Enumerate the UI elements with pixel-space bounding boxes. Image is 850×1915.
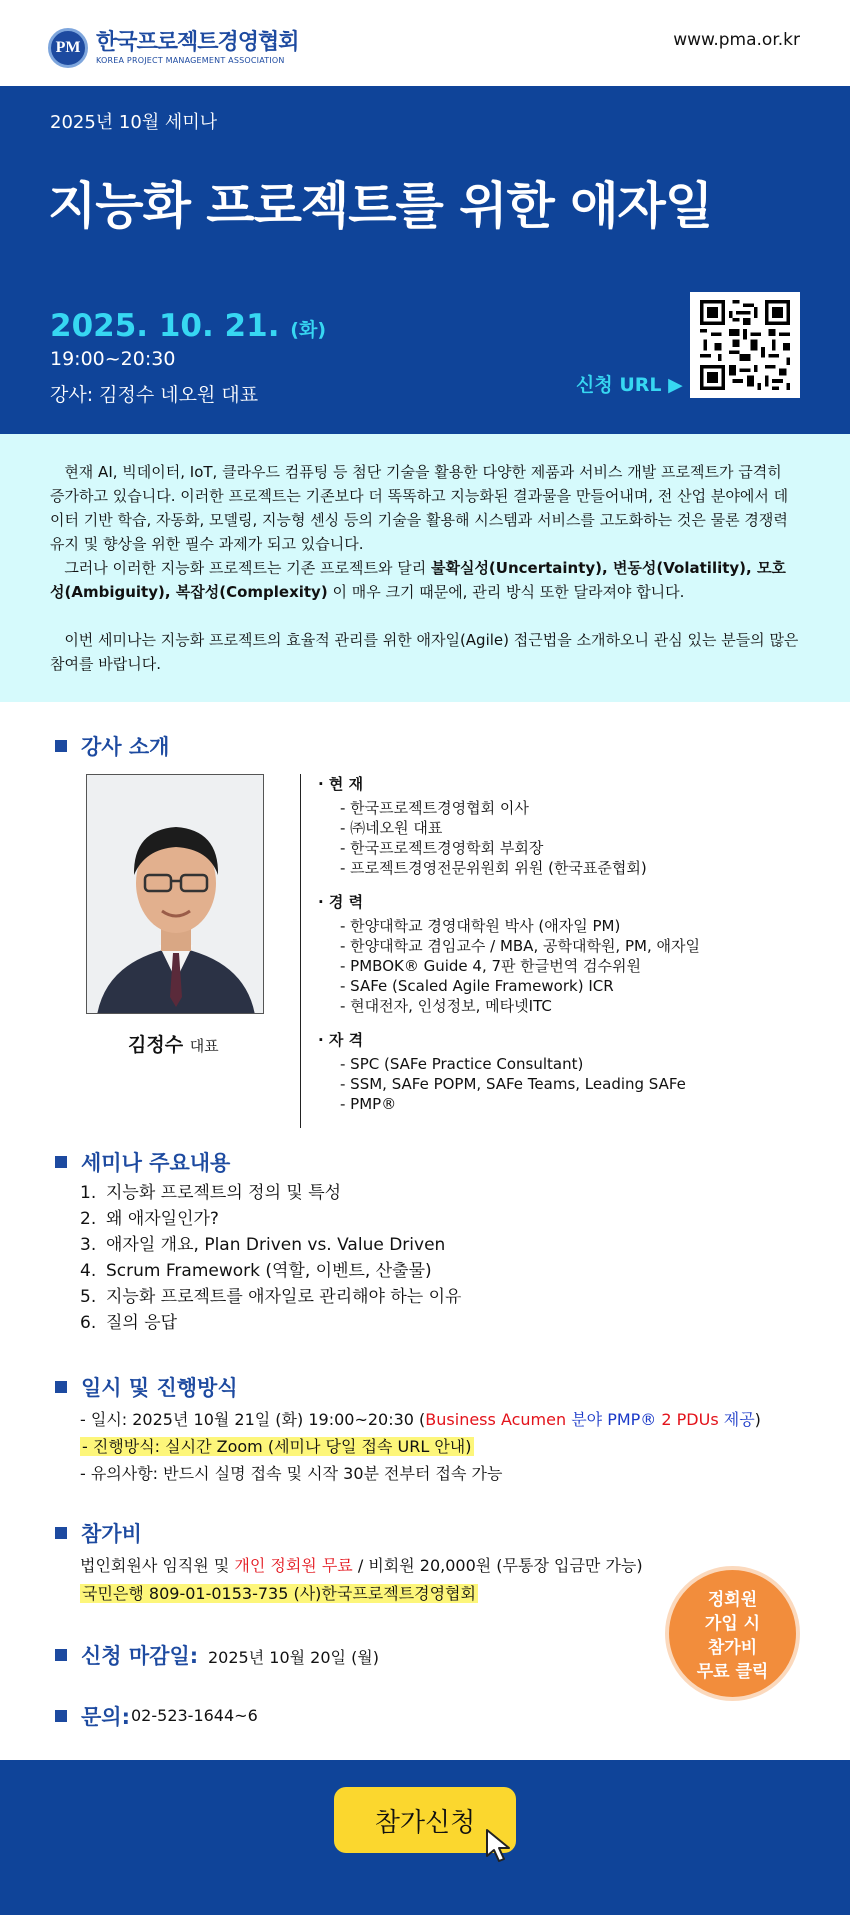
square-bullet-icon xyxy=(55,1156,67,1168)
schedule-notice-line: - 유의사항: 반드시 실명 접속 및 시작 30분 전부터 접속 가능 xyxy=(80,1464,503,1483)
list-item: 5. 지능화 프로젝트를 애자일로 관리해야 하는 이유 xyxy=(80,1287,462,1307)
contact-section-heading: 문의: xyxy=(55,1701,130,1731)
list-item: - 한국프로젝트경영협회 이사 xyxy=(340,799,529,817)
schedule-date-line: - 일시: 2025년 10월 21일 (화) 19:00~20:30 (Business Acumen 분야 PMP® 2 PDUs 제공) xyxy=(80,1410,761,1429)
speaker-name: 김정수 대표 xyxy=(128,1034,219,1056)
list-item: - 현대전자, 인성정보, 메타넷ITC xyxy=(340,997,552,1015)
hero-banner xyxy=(0,86,850,434)
apply-url-label: 신청 URL ▶ xyxy=(576,374,683,396)
deadline-value: 2025년 10월 20일 (월) xyxy=(208,1648,380,1667)
fee-details xyxy=(80,1552,643,1608)
seminar-title: 지능화 프로젝트를 위한 애자일 xyxy=(48,177,713,235)
fee-line: 법인회원사 임직원 및 개인 정회원 무료 / 비회원 20,000원 (무통장 입금만 가능) xyxy=(80,1556,643,1575)
profile-cert-label: · 자 격 xyxy=(318,1031,364,1049)
profile-current-label: · 현 재 xyxy=(318,775,364,793)
list-item: 2. 왜 애자일인가? xyxy=(80,1209,219,1229)
list-item: - ㈜네오원 대표 xyxy=(340,819,443,837)
profile-divider xyxy=(300,774,301,1128)
intro-paragraph-2: 그러나 이러한 지능화 프로젝트는 기존 프로젝트와 달리 불확실성(Uncertainty), 변동성(Volatility), 모호성(Ambiguity), 복잡성(Complexity) 이 매우 크기 때문에, 관리 방식 또한 달라져야 합니다. xyxy=(50,559,786,601)
intro-paragraph-1: 현재 AI, 빅데이터, IoT, 클라우드 컴퓨팅 등 첨단 기술을 활용한 다양한 제품과 서비스 개발 프로젝트가 급격히 증가하고 있습니다. 이러한 프로젝트는 기존보다 더 똑똑하고 지능화된 결과물을 만들어내며, 전 산업 분야에서 데이터 기반 학습, 자동화, 모델링, 지능형 센싱 등의 기술을 활용해 시스템과 서비스를 고도화하는 것은 물론 경쟁력 유지 및 향상을 위한 필수 과제가 되고 있습니다. xyxy=(50,463,789,553)
logo-korean-name: 한국프로젝트경영협회 xyxy=(96,30,299,55)
deadline-section-heading: 신청 마감일: xyxy=(55,1640,198,1670)
square-bullet-icon xyxy=(55,1710,67,1722)
seminar-intro xyxy=(0,434,850,702)
seminar-date-value: 2025. 10. 21. xyxy=(50,308,280,344)
list-item: 3. 애자일 개요, Plan Driven vs. Value Driven xyxy=(80,1235,446,1255)
schedule-method-line: - 진행방식: 실시간 Zoom (세미나 당일 접속 URL 안내) xyxy=(82,1437,472,1456)
seminar-time: 19:00~20:30 xyxy=(50,348,176,370)
logo-english-name: KOREA PROJECT MANAGEMENT ASSOCIATION xyxy=(96,56,285,65)
fee-section-heading: 참가비 xyxy=(55,1518,142,1548)
speaker-section-heading: 강사 소개 xyxy=(55,731,169,761)
seminar-speaker: 강사: 김정수 네오원 대표 xyxy=(50,384,259,406)
pma-logo-icon: PM xyxy=(48,28,88,68)
list-item: - SPC (SAFe Practice Consultant) xyxy=(340,1055,584,1073)
seminar-day-of-week: (화) xyxy=(290,319,327,341)
intro-paragraph-3: 이번 세미나는 지능화 프로젝트의 효율적 관리를 위한 애자일(Agile) 접근법을 소개하오니 관심 있는 분들의 많은 참여를 바랍니다. xyxy=(50,631,799,673)
schedule-section-heading: 일시 및 진행방식 xyxy=(55,1372,238,1402)
list-item: - 한양대학교 겸임교수 / MBA, 공학대학원, PM, 애자일 xyxy=(340,937,700,955)
page-header xyxy=(0,0,850,86)
pointer-cursor-icon xyxy=(484,1828,514,1864)
seminar-month: 2025년 10월 세미나 xyxy=(50,112,218,133)
contents-section-heading: 세미나 주요내용 xyxy=(55,1147,230,1177)
list-item: - 한양대학교 경영대학원 박사 (애자일 PM) xyxy=(340,917,621,935)
list-item: 1. 지능화 프로젝트의 정의 및 특성 xyxy=(80,1183,342,1203)
square-bullet-icon xyxy=(55,1381,67,1393)
list-item: - SAFe (Scaled Agile Framework) ICR xyxy=(340,977,614,995)
profile-career-label: · 경 력 xyxy=(318,893,364,911)
seminar-contents-list xyxy=(80,1180,461,1336)
list-item: - 프로젝트경영전문위원회 위원 (한국표준협회) xyxy=(340,859,647,877)
membership-badge-button[interactable]: 정회원 가입 시 참가비 무료 클릭 xyxy=(665,1566,800,1701)
seminar-date xyxy=(50,308,326,344)
square-bullet-icon xyxy=(55,1527,67,1539)
square-bullet-icon xyxy=(55,1649,67,1661)
bank-account: 국민은행 809-01-0153-735 (사)한국프로젝트경영협회 xyxy=(82,1584,476,1603)
list-item: - 한국프로젝트경영학회 부회장 xyxy=(340,839,544,857)
list-item: - PMP® xyxy=(340,1095,397,1113)
association-logo[interactable] xyxy=(48,28,299,68)
apply-button[interactable]: 참가신청 xyxy=(334,1787,516,1853)
site-url-link[interactable]: www.pma.or.kr xyxy=(673,30,800,50)
square-bullet-icon xyxy=(55,740,67,752)
qr-code-icon[interactable] xyxy=(690,292,800,398)
list-item: - PMBOK® Guide 4, 7판 한글번역 검수위원 xyxy=(340,957,641,975)
speaker-photo xyxy=(86,774,264,1014)
schedule-details xyxy=(80,1406,761,1487)
speaker-profile xyxy=(318,774,700,1128)
contact-phone: 02-523-1644~6 xyxy=(131,1706,258,1725)
list-item: - SSM, SAFe POPM, SAFe Teams, Leading SAFe xyxy=(340,1075,686,1093)
list-item: 6. 질의 응답 xyxy=(80,1313,178,1333)
list-item: 4. Scrum Framework (역할, 이벤트, 산출물) xyxy=(80,1261,432,1281)
